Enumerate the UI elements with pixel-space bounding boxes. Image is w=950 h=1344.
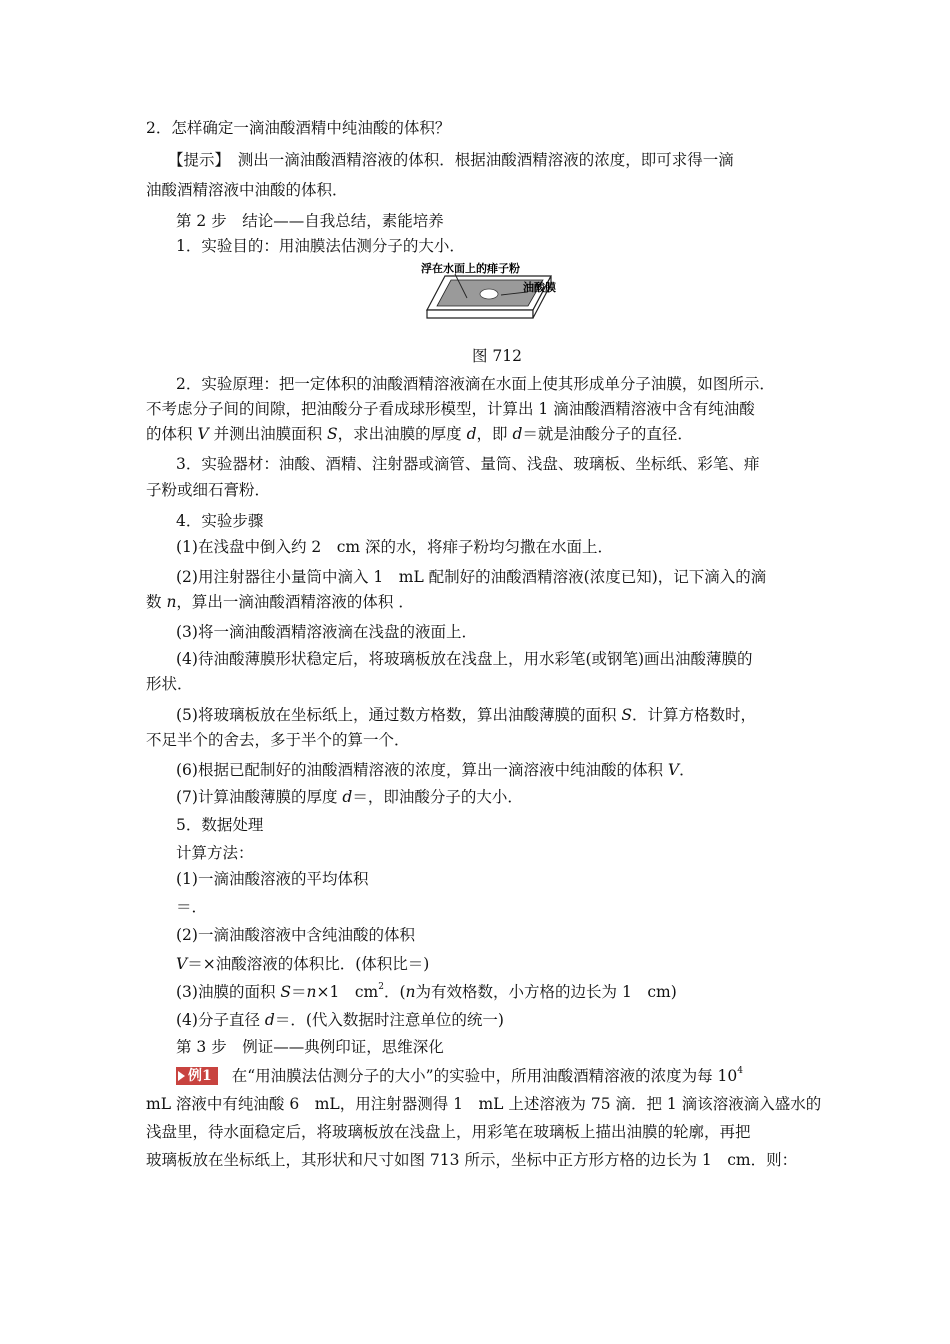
calc-3: (3)油膜的面积 S＝n×1 $cm^2$．(n为有效格数，小方格的边长为 1 cm)	[176, 982, 677, 1001]
step-3-heading: 第 3 步 例证——典例印证，思维深化	[176, 1038, 444, 1056]
step-2-line-1: (2)用注射器往小量筒中滴入 1 mL 配制好的油酸酒精溶液(浓度已知)，记下滴入的滴	[176, 568, 767, 586]
step-3: (3)将一滴油酸酒精溶液滴在浅盘的液面上．	[176, 623, 477, 641]
step-5-line-2: 不足半个的舍去，多于半个的算一个．	[146, 731, 410, 749]
calc-1: (1)一滴油酸溶液的平均体积	[176, 870, 369, 888]
tip-continuation: 油酸酒精溶液中油酸的体积．	[146, 181, 348, 199]
calc-4: (4)分子直径 d＝．(代入数据时注意单位的统一)	[176, 1011, 504, 1029]
oil-film-shape	[480, 289, 498, 299]
example-line-3: 浅盘里，待水面稳定后，将玻璃板放在浅盘上，用彩笔在玻璃板上描出油膜的轮廓，再把	[146, 1123, 751, 1141]
label-oil-film: 油酸膜	[523, 281, 556, 294]
step-2-heading: 第 2 步 结论——自我总结，素能培养	[176, 212, 444, 230]
steps-heading: 4．实验步骤	[176, 512, 264, 530]
tip-text: 测出一滴油酸酒精溶液的体积．根据油酸酒精溶液的浓度，即可求得一滴	[222, 151, 734, 169]
question-2: 2．怎样确定一滴油酸酒精中纯油酸的体积？	[146, 119, 451, 137]
figure-caption: 图 712	[472, 347, 523, 365]
data-processing-heading: 5．数据处理	[176, 816, 264, 834]
tray-figure	[415, 262, 565, 344]
example-badge: 例1	[176, 1067, 218, 1085]
step-7: (7)计算油酸薄膜的厚度 d＝，即油酸分子的大小．	[176, 788, 523, 806]
step-6: (6)根据已配制好的油酸酒精溶液的浓度，算出一滴溶液中纯油酸的体积 V．	[176, 761, 695, 779]
step-4-line-2: 形状．	[146, 675, 193, 693]
step-1: (1)在浅盘中倒入约 2 cm 深的水，将痱子粉均匀撒在水面上．	[176, 538, 614, 556]
calc-2: (2)一滴油酸溶液中含纯油酸的体积	[176, 926, 415, 944]
example-line-1: 例1 在“用油膜法估测分子的大小”的实验中，所用油酸酒精溶液的浓度为每 $10^4$	[176, 1066, 743, 1086]
materials-line-2: 子粉或细石膏粉．	[146, 481, 271, 499]
calc-method: 计算方法：	[176, 844, 254, 862]
tip-label: 【提示】	[168, 151, 223, 169]
principle-line-3: 的体积 V 并测出油膜面积 S，求出油膜的厚度 d，即 d＝就是油酸分子的直径．	[146, 425, 693, 443]
calc-1-formula: ＝．	[176, 898, 208, 916]
step-5-line-1: (5)将玻璃板放在坐标纸上，通过数方格数，算出油酸薄膜的面积 S．计算方格数时，	[176, 706, 757, 724]
calc-2-formula: V＝×油酸溶液的体积比．(体积比＝)	[176, 955, 430, 973]
example-line-4: 玻璃板放在坐标纸上，其形状和尺寸如图 713 所示，坐标中正方形方格的边长为 1 cm．则：	[146, 1151, 798, 1169]
tip-line	[168, 150, 734, 170]
materials-line-1: 3．实验器材：油酸、酒精、注射器或滴管、量筒、浅盘、玻璃板、坐标纸、彩笔、痱	[176, 455, 760, 473]
step-2-line-2: 数 n，算出一滴油酸酒精溶液的体积 ．	[146, 593, 414, 611]
principle-line-1: 2．实验原理：把一定体积的油酸酒精溶液滴在水面上使其形成单分子油膜，如图所示．	[176, 375, 775, 393]
principle-line-2: 不考虑分子间的间隙，把油酸分子看成球形模型，计算出 1 滴油酸酒精溶液中含有纯油酸	[146, 400, 755, 418]
step-4-line-1: (4)待油酸薄膜形状稳定后，将玻璃板放在浅盘上，用水彩笔(或钢笔)画出油酸薄膜的	[176, 650, 753, 668]
label-powder: 浮在水面上的痱子粉	[421, 262, 520, 275]
example-line-2: mL 溶液中有纯油酸 6 mL，用注射器测得 1 mL 上述溶液为 75 滴．把 1 滴该溶液滴入盛水的	[146, 1095, 822, 1113]
experiment-purpose: 1．实验目的：用油膜法估测分子的大小．	[176, 237, 465, 255]
